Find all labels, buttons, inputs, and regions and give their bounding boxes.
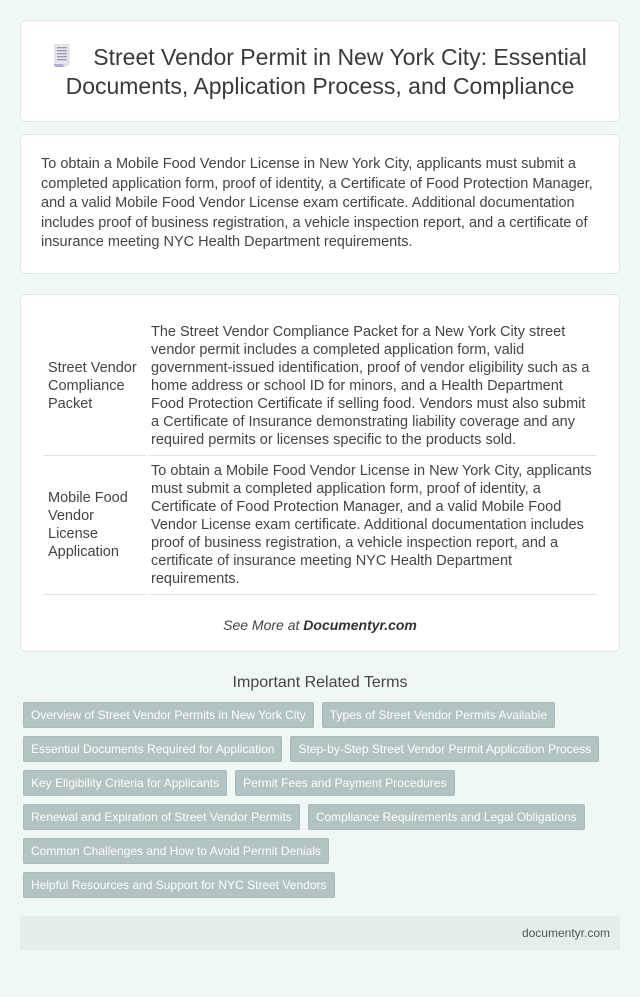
page-title-text: Street Vendor Permit in New York City: Essential Documents, Application Process, and Compliance <box>65 44 587 99</box>
related-term-tag[interactable]: Key Eligibility Criteria for Applicants <box>23 770 227 796</box>
related-term-tag[interactable]: Renewal and Expiration of Street Vendor Permits <box>23 804 300 830</box>
related-terms-title: Important Related Terms <box>232 673 408 691</box>
related-term-tag[interactable]: Types of Street Vendor Permits Available <box>322 702 555 728</box>
see-more-prefix: See More at <box>223 616 304 633</box>
related-term-tag[interactable]: Essential Documents Required for Application <box>23 736 282 762</box>
related-term-tag[interactable]: Permit Fees and Payment Procedures <box>235 770 454 796</box>
term-cell: Street Vendor Compliance Packet <box>43 317 146 456</box>
description-cell: The Street Vendor Compliance Packet for a New York City street vendor permit includes a completed application form, valid government-issued identification, proof of vendor eligibility such as a home address or school ID for minors, and a Health Department Food Protection Certificate if selling food. Vendors must also submit a Certificate of Insurance demonstrating liability coverage and any required permits or licenses specific to the products sold. <box>148 317 597 456</box>
terms-table <box>41 317 599 595</box>
title-card <box>20 20 620 122</box>
table-row <box>43 317 597 456</box>
related-term-tag[interactable]: Compliance Requirements and Legal Obligations <box>308 804 585 830</box>
intro-text: To obtain a Mobile Food Vendor License in New York City, applicants must submit a completed application form, proof of identity, a Certificate of Food Protection Manager, and a valid Mobile Food Vendor License exam certificate. Additional documentation includes proof of business registration, a vehicle inspection report, and a certificate of insurance meeting NYC Health Department requirements. <box>41 156 593 250</box>
related-term-tag[interactable]: Step-by-Step Street Vendor Permit Application Process <box>290 736 599 762</box>
related-term-tag[interactable]: Overview of Street Vendor Permits in New York City <box>23 702 314 728</box>
document-icon <box>53 44 71 68</box>
footer-link[interactable]: documentyr.com <box>521 925 610 940</box>
related-term-tag[interactable]: Helpful Resources and Support for NYC Street Vendors <box>23 872 335 898</box>
terms-card <box>20 294 620 652</box>
page-title <box>51 43 589 101</box>
related-term-tag[interactable]: Common Challenges and How to Avoid Permit Denials <box>23 838 329 864</box>
term-cell: Mobile Food Vendor License Application <box>43 456 146 595</box>
footer <box>20 916 620 950</box>
see-more-link[interactable]: Documentyr.com <box>303 616 417 633</box>
table-row <box>43 456 597 595</box>
description-cell: To obtain a Mobile Food Vendor License in New York City, applicants must submit a completed application form, proof of identity, a Certificate of Food Protection Manager, and a valid Mobile Food Vendor License exam certificate. Additional documentation includes proof of business registration, a vehicle inspection report, and a certificate of insurance meeting NYC Health Department requirements. <box>148 456 597 595</box>
see-more <box>41 617 599 633</box>
related-terms-list <box>20 702 620 898</box>
intro-card <box>20 134 620 274</box>
